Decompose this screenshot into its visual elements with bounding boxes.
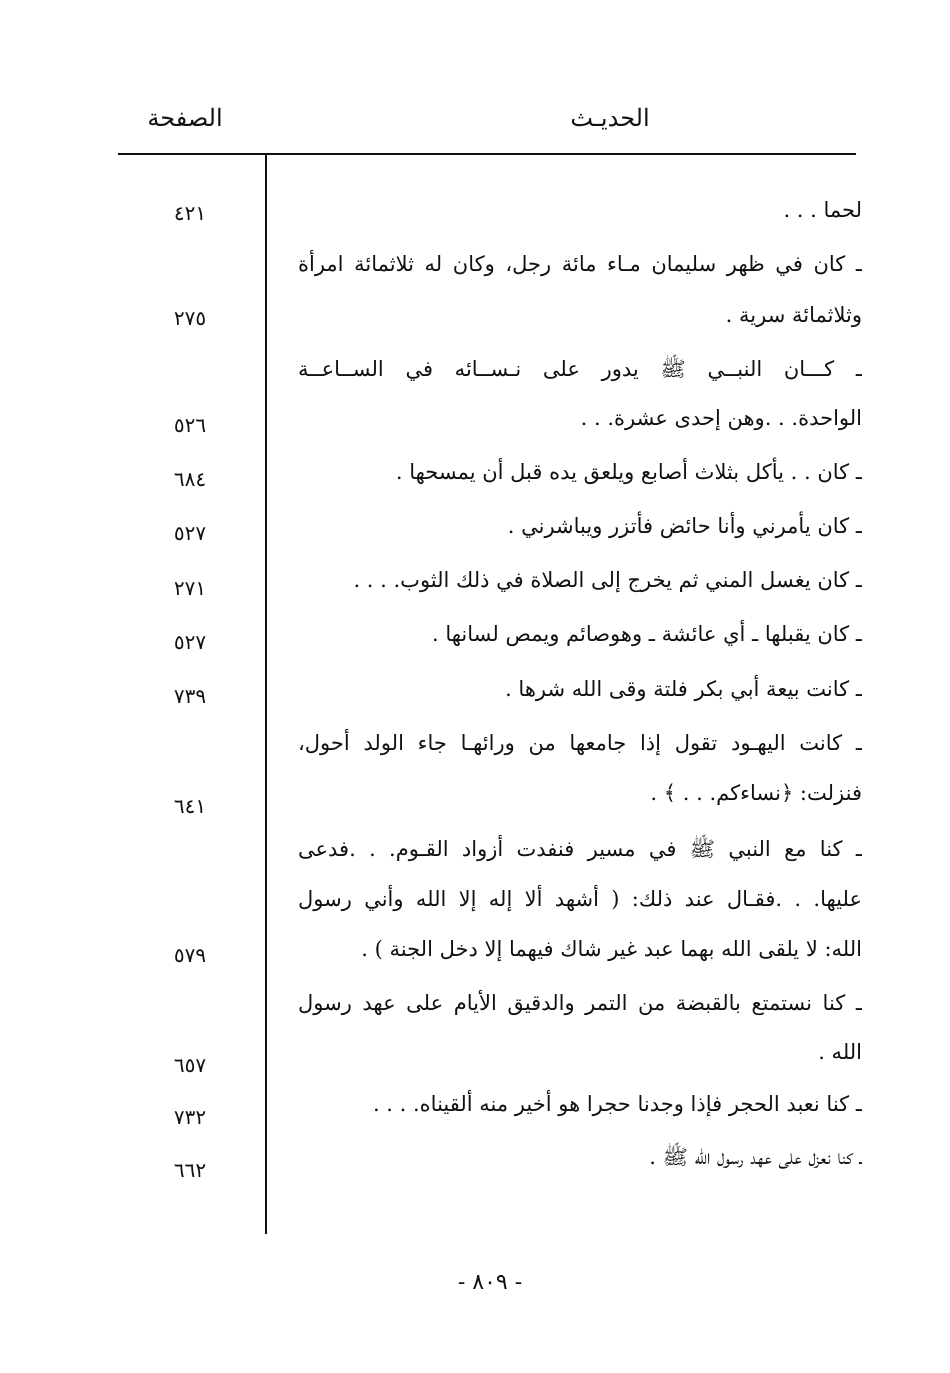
page-number-ref: ٦٨٤ bbox=[173, 467, 207, 491]
page-footer-number: - ٨٠٩ - bbox=[457, 1270, 523, 1295]
page-number-ref: ٥٢٧ bbox=[173, 521, 207, 545]
hadith-line: ـ كان يقبلها ـ أي عائشة ـ وهوصائم ويمص لسانها . bbox=[432, 622, 862, 646]
column-header-hadith: الحديـث bbox=[570, 104, 650, 132]
header-divider bbox=[118, 153, 856, 155]
hadith-line: ـ كانت بيعة أبي بكر فلتة وقى الله شرها . bbox=[505, 677, 862, 701]
page-number-ref: ٦٥٧ bbox=[173, 1053, 207, 1077]
column-divider bbox=[265, 154, 267, 1234]
hadith-line: فنزلت: ﴿نساءكم. . . ﴾ . bbox=[650, 781, 862, 805]
hadith-line: عليها. . .فقـال عند ذلك: ( أشهد ألا إله إلا الله وأني رسول bbox=[298, 887, 862, 911]
hadith-line: الله: لا يلقى الله بهما عبد غير شاك فيهما إلا دخل الجنة ) . bbox=[361, 937, 862, 961]
hadith-line: ـ كانت اليهـود تقول إذا جامعها من ورائهـا جاء الولد أحول، bbox=[298, 731, 862, 755]
page-number-ref: ٢٧١ bbox=[173, 576, 207, 600]
page-number-ref: ٤٢١ bbox=[173, 201, 207, 225]
hadith-line: الواحدة. . .وهن إحدى عشرة. . . bbox=[580, 406, 862, 430]
hadith-line: ـ كان يغسل المني ثم يخرج إلى الصلاة في ذلك الثوب. . . . bbox=[353, 568, 862, 592]
hadith-line: ـ كنا مع النبي ﷺ في مسير فنفدت أزواد القـوم. . .فدعى bbox=[298, 837, 862, 861]
page-number-ref: ٧٣٩ bbox=[173, 684, 207, 708]
page-number-ref: ٥٢٧ bbox=[173, 630, 207, 654]
hadith-line: ـ كان . . يأكل بثلاث أصابع ويلعق يده قبل أن يمسحها . bbox=[395, 460, 862, 484]
hadith-line: ـ كنا نعبد الحجر فإذا وجدنا حجرا هو أخير منه ألقيناه. . . . bbox=[372, 1092, 862, 1116]
hadith-line: ـ كـــان النبــي ﷺ يدور على نـســائه في الســاعــة bbox=[298, 357, 862, 381]
hadith-line: الله . bbox=[818, 1040, 862, 1064]
hadith-line: لحما . . . bbox=[783, 198, 862, 222]
page-number-ref: ٦٤١ bbox=[173, 794, 207, 818]
column-header-page: الصفحة bbox=[147, 104, 223, 132]
page-number-ref: ٧٣٢ bbox=[173, 1105, 207, 1129]
hadith-line: ـ كان يأمرني وأنا حائض فأتزر ويباشرني . bbox=[507, 514, 862, 538]
hadith-line: ـ كان في ظهر سليمان مـاء مائة رجل، وكان له ثلاثمائة امرأة bbox=[298, 252, 862, 276]
page-number-ref: ٢٧٥ bbox=[173, 306, 207, 330]
page-number-ref: ٥٧٩ bbox=[173, 943, 207, 967]
hadith-line: وثلاثمائة سرية . bbox=[725, 303, 862, 327]
hadith-line: ـ كنا نستمتع بالقبضة من التمر والدقيق الأيام على عهد رسول bbox=[298, 991, 862, 1015]
hadith-line: ـ كنا نعزل على عهد رسول الله ﷺ . bbox=[649, 1145, 862, 1169]
page-number-ref: ٥٢٦ bbox=[173, 413, 207, 437]
page-number-ref: ٦٦٢ bbox=[173, 1158, 207, 1182]
